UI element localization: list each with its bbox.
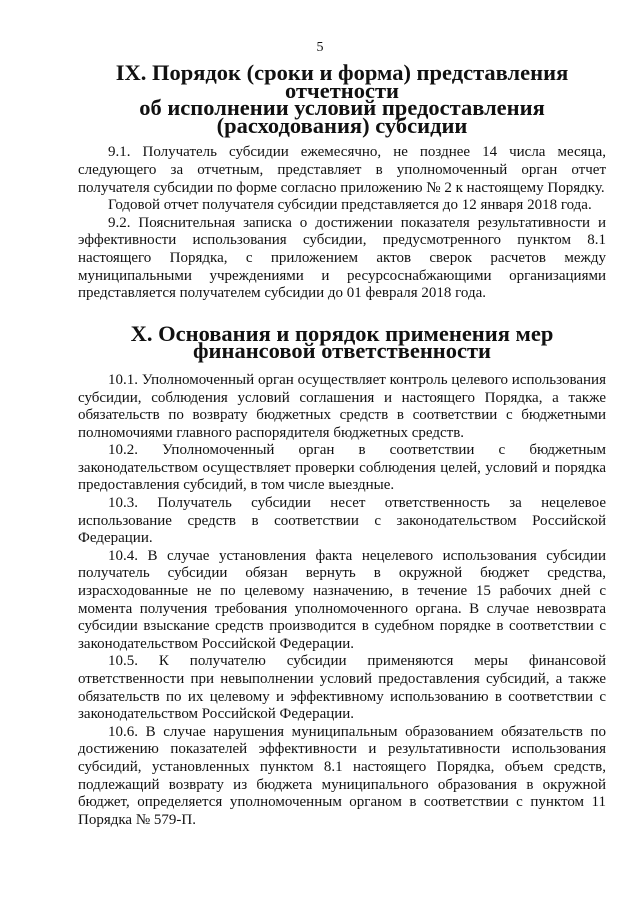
document-body <box>78 60 606 829</box>
paragraph-10-5: 10.5. К получателю субсидии применяются меры финансовой ответственности при невыполнении условий предоставления субсидий, а также обязательств по их целевому и эффективному использованию в соответствии с законодательством Российской Федерации. <box>78 653 606 723</box>
section-x-title: X. Основания и порядок применения мер финансовой ответственности <box>130 320 554 364</box>
section-ix-title-line-1: IX. Порядок (сроки и форма) представления отчетности <box>115 60 569 103</box>
section-ix-title-line-2: об исполнении условий предоставления (расходования) субсидии <box>139 95 545 138</box>
paragraph-10-3: 10.3. Получатель субсидии несет ответственность за нецелевое использование средств в соответствии с законодательством Российской Федерации. <box>78 495 606 547</box>
paragraph-9-1: 9.1. Получатель субсидии ежемесячно, не позднее 14 числа месяца, следующего за отчетным, представляет в уполномоченный орган отчет получателя субсидии по форме согласно приложению № 2 к настоящему Порядку. <box>78 144 606 196</box>
paragraph-10-6: 10.6. В случае нарушения муниципальным образованием обязательств по достижению показателей эффективности и результативности использования субсидий, установленных пунктом 8.1 настоящего Порядка, объем средств, подлежащий возврату из бюджета муниципального образования в окружной бюджет, определяется уполномоченным органом в соответствии с пунктом 11 Порядка № 579-П. <box>78 723 606 828</box>
paragraph-10-2: 10.2. Уполномоченный орган в соответствии с бюджетным законодательством осуществляет проверки соблюдения целей, условий и порядка предоставления субсидий, в том числе выездные. <box>78 442 606 494</box>
paragraph-10-4: 10.4. В случае установления факта нецелевого использования субсидии получатель субсидии обязан вернуть в окружной бюджет средства, израсходованные не по целевому назначению, в течение 15 рабочих дней с момента получения требования уполномоченного органа. В случае невозврата субсидии взыскание средств производится в судебном порядке в соответствии с законодательством Российской Федерации. <box>78 547 606 652</box>
page-number: 5 <box>316 40 324 55</box>
paragraph-9-2: 9.2. Пояснительная записка о достижении показателя результативности и эффективности использования субсидии, предусмотренного пунктом 8.1 настоящего Порядка, с приложением актов сверок расчетов между муниципальными учреждениями и ресурсоснабжающими организациями представляется получателем субсидии до 01 февраля 2018 года. <box>78 214 606 302</box>
paragraph-annual-report: Годовой отчет получателя субсидии представляется до 12 января 2018 года. <box>108 197 592 214</box>
paragraph-10-1: 10.1. Уполномоченный орган осуществляет контроль целевого использования субсидии, соблюдения условий соглашения и настоящего Порядка, а также обязательств по возврату бюджетных средств в соответствии с бюджетными полномочиями главного распорядителя бюджетных средств. <box>78 371 606 441</box>
section-ix-title <box>78 60 606 138</box>
